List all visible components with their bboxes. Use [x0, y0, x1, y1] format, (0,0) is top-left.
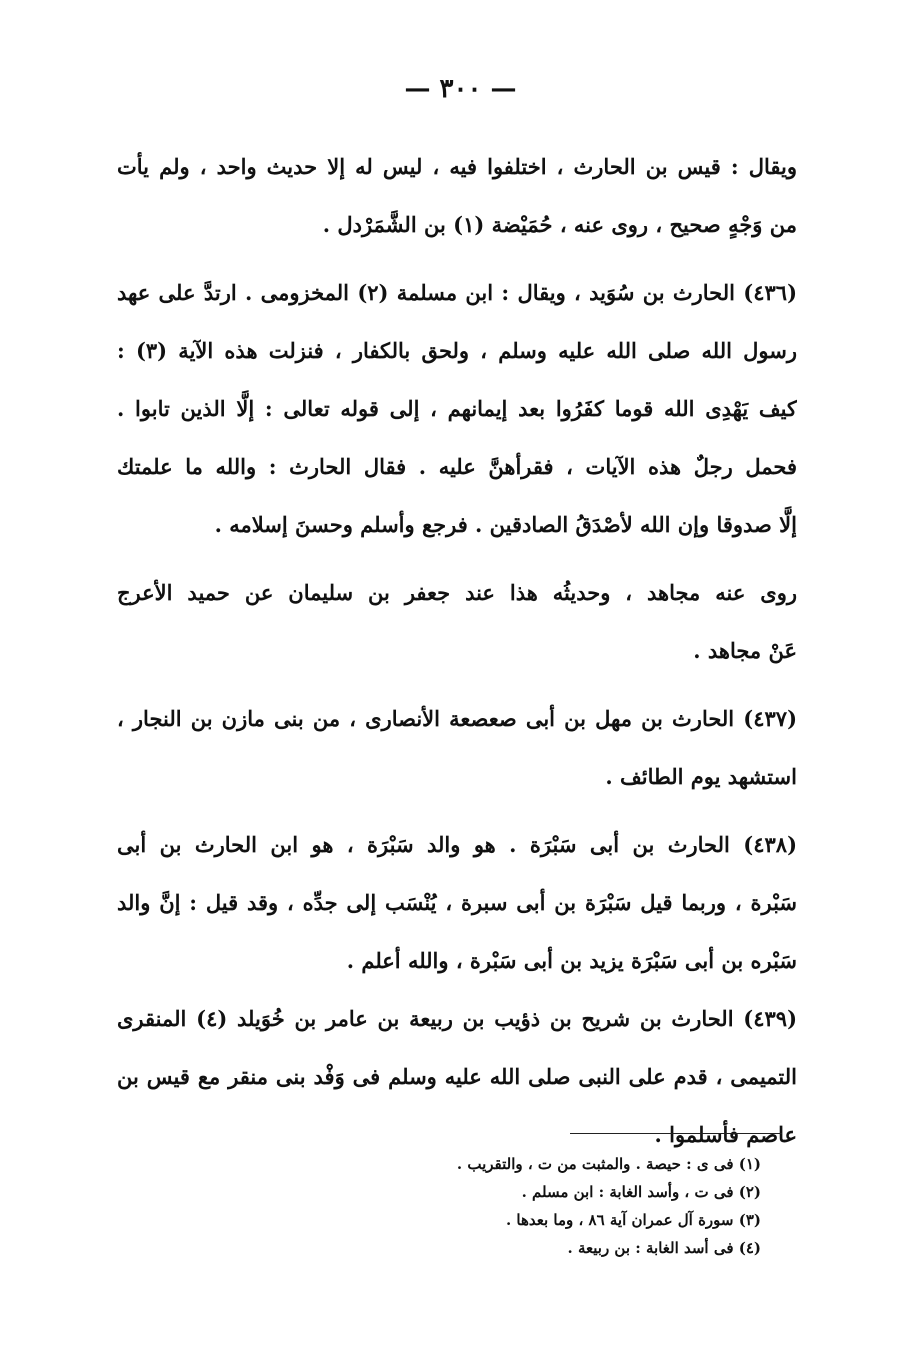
footnote-divider — [570, 1133, 782, 1134]
text-line: عَنْ مجاهد . — [693, 638, 797, 663]
text-line: روى عنه مجاهد ، وحديثُه هذا عند جعفر بن سليمان عن حميد الأعرج — [117, 580, 797, 605]
paragraph-gap — [117, 554, 797, 564]
paragraph-gap — [117, 254, 797, 264]
page-number: — ٣٠٠ — — [404, 74, 517, 104]
footnote-4: (٤) فى أسد الغابة : بن ربيعة . — [567, 1239, 761, 1257]
text-line: التميمى ، قدم على النبى صلى الله عليه وسلم فى وَفْد بنى منقر مع قيس بن — [117, 1064, 797, 1089]
text-line: رسول الله صلى الله عليه وسلم ، ولحق بالكفار ، فنزلت هذه الآية (٣) : — [117, 338, 797, 363]
paragraph-gap — [117, 806, 797, 816]
footnote-2: (٢) فى ت ، وأسد الغابة : ابن مسلم . — [521, 1183, 761, 1201]
footnote-3: (٣) سورة آل عمران آية ٨٦ ، وما بعدها . — [505, 1211, 761, 1229]
text-line: (٤٣٦) الحارث بن سُوَيد ، ويقال : ابن مسلمة (٢) المخزومى . ارتدَّ على عهد — [117, 280, 797, 305]
text-line: فحمل رجلٌ هذه الآيات ، فقرأهنَّ عليه . فقال الحارث : والله ما علمتك — [117, 454, 797, 479]
entry-436 — [117, 264, 797, 554]
text-line: كيف يَهْدِى الله قوما كفَرُوا بعد إيمانهم ، إلى قوله تعالى : إلَّا الذين تابوا . — [117, 396, 797, 421]
text-line: سَبْرة ، وربما قيل سَبْرَة بن أبى سبرة ، يُنْسَب إلى جدِّه ، وقد قيل : إنَّ والد — [117, 890, 797, 915]
text-line: سَبْره بن أبى سَبْرَة يزيد بن أبى سَبْرة ، والله أعلم . — [346, 948, 797, 973]
text-line: إلَّا صدوقا وإن الله لأصْدَقُ الصادقين . فرجع وأسلم وحسنَ إسلامه . — [214, 512, 797, 537]
paragraph-mujahid — [117, 564, 797, 680]
entry-439 — [117, 990, 797, 1164]
text-line: استشهد يوم الطائف . — [605, 764, 797, 789]
text-line: ويقال : قيس بن الحارث ، اختلفوا فيه ، ليس له إلا حديث واحد ، ولم يأت — [117, 154, 797, 179]
text-line: (٤٣٩) الحارث بن شريح بن ذؤيب بن ربيعة بن عامر بن خُوَيلد (٤) المنقرى — [117, 1006, 797, 1031]
footnotes — [261, 1150, 761, 1262]
main-text — [117, 138, 797, 1164]
text-line: (٤٣٨) الحارث بن أبى سَبْرَة . هو والد سَبْرَة ، هو ابن الحارث بن أبى — [117, 832, 797, 857]
footnote-1: (١) فى ى : حيصة . والمثبت من ت ، والتقريب . — [456, 1155, 761, 1173]
text-line: من وَجْهٍ صحيح ، روى عنه ، حُمَيْضة (١) بن الشَّمَرْدل . — [322, 212, 797, 237]
entry-438 — [117, 816, 797, 990]
paragraph-qays — [117, 138, 797, 254]
paragraph-gap — [117, 680, 797, 690]
text-line: عاصم فأسلموا . — [654, 1122, 797, 1147]
text-line: (٤٣٧) الحارث بن مهل بن أبى صعصعة الأنصارى ، من بنى مازن بن النجار ، — [117, 706, 797, 731]
entry-437 — [117, 690, 797, 806]
